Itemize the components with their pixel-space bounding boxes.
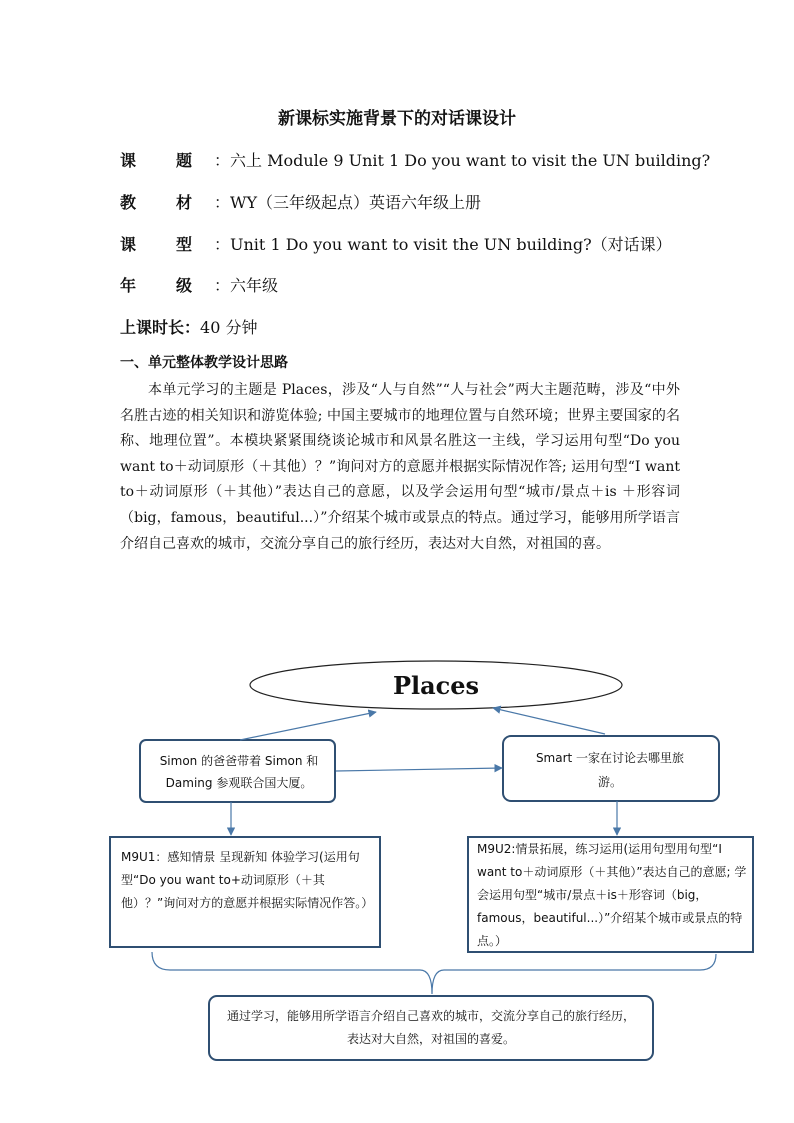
meta-textbook-value: WY（三年级起点）英语六年级上册 [230,193,482,212]
label-sep: ： [214,151,231,170]
label-sep: ： [214,276,231,295]
right-detail-text: M9U2:情景拓展，练习运用(运用句型用句型“I want to＋动词原形（＋其他）”表达自己的意愿; 学会运用句型“城市/景点＋is＋形容词（big，famous，beautiful...）”介绍某个城市或景点的特点。） [477,842,747,948]
right-scene-text: Smart 一家在讨论去哪里旅游。 [535,751,685,789]
meta-lesson-type-value: Unit 1 Do you want to visit the UN building?（对话课） [230,235,672,254]
places-label: Places [392,671,480,700]
meta-duration-label: 上课时长： [120,318,201,337]
brace [152,952,716,994]
label-char: 课 [120,151,137,170]
meta-topic-value: 六上 Module 9 Unit 1 Do you want to visit the UN building? [230,151,711,170]
document-title: 新课标实施背景下的对话课设计 [278,109,516,129]
label-char: 题 [176,151,193,170]
label-sep: ： [214,193,231,212]
label-char: 课 [120,235,137,254]
arrow-left-to-right [336,768,502,771]
arrow-right-to-places [493,708,605,734]
design-paragraph: 本单元学习的主题是 Places，涉及“人与自然”“人与社会”两大主题范畴，涉及“中外名胜古迹的相关知识和游览体验; 中国主要城市的地理位置与自然环境；世界主要国家的名称、地理位置”。本模块紧紧围绕谈论城市和风景名胜这一主线，学习运用句型“Do you want to＋动词原形（＋其他）？”询问对方的意愿并根据实际情况作答; 运用句型“I want to＋动词原形（＋其他）”表达自己的意愿，以及学会运用句型“城市/景点＋is ＋形容词（big，famous，beautiful...）”介绍某个城市或景点的特点。通过学习，能够用所学语言介绍自己喜欢的城市，交流分享自己的旅行经历，表达对大自然，对祖国的喜。 [120,382,680,552]
bottom-summary-text: 通过学习，能够用所学语言介绍自己喜欢的城市，交流分享自己的旅行经历，表达对大自然，对祖国的喜爱。 [226,1009,635,1046]
label-sep: ： [214,235,231,254]
label-char: 型 [176,235,193,254]
arrow-left-to-places [240,712,376,740]
label-char: 年 [120,276,137,295]
meta-duration-value: 40 分钟 [200,318,258,337]
label-char: 材 [176,193,193,212]
label-char: 教 [120,193,137,212]
left-scene-text: Simon 的爸爸带着 Simon 和 Daming 参观联合国大厦。 [159,754,319,790]
meta-grade-value: 六年级 [230,276,279,295]
left-detail-text: M9U1：感知情景 呈现新知 体验学习(运用句型“Do you want to+动词原形（＋其他）？”询问对方的意愿并根据实际情况作答。） [121,850,374,910]
label-char: 级 [176,276,193,295]
section-heading: 一、单元整体教学设计思路 [120,355,288,371]
